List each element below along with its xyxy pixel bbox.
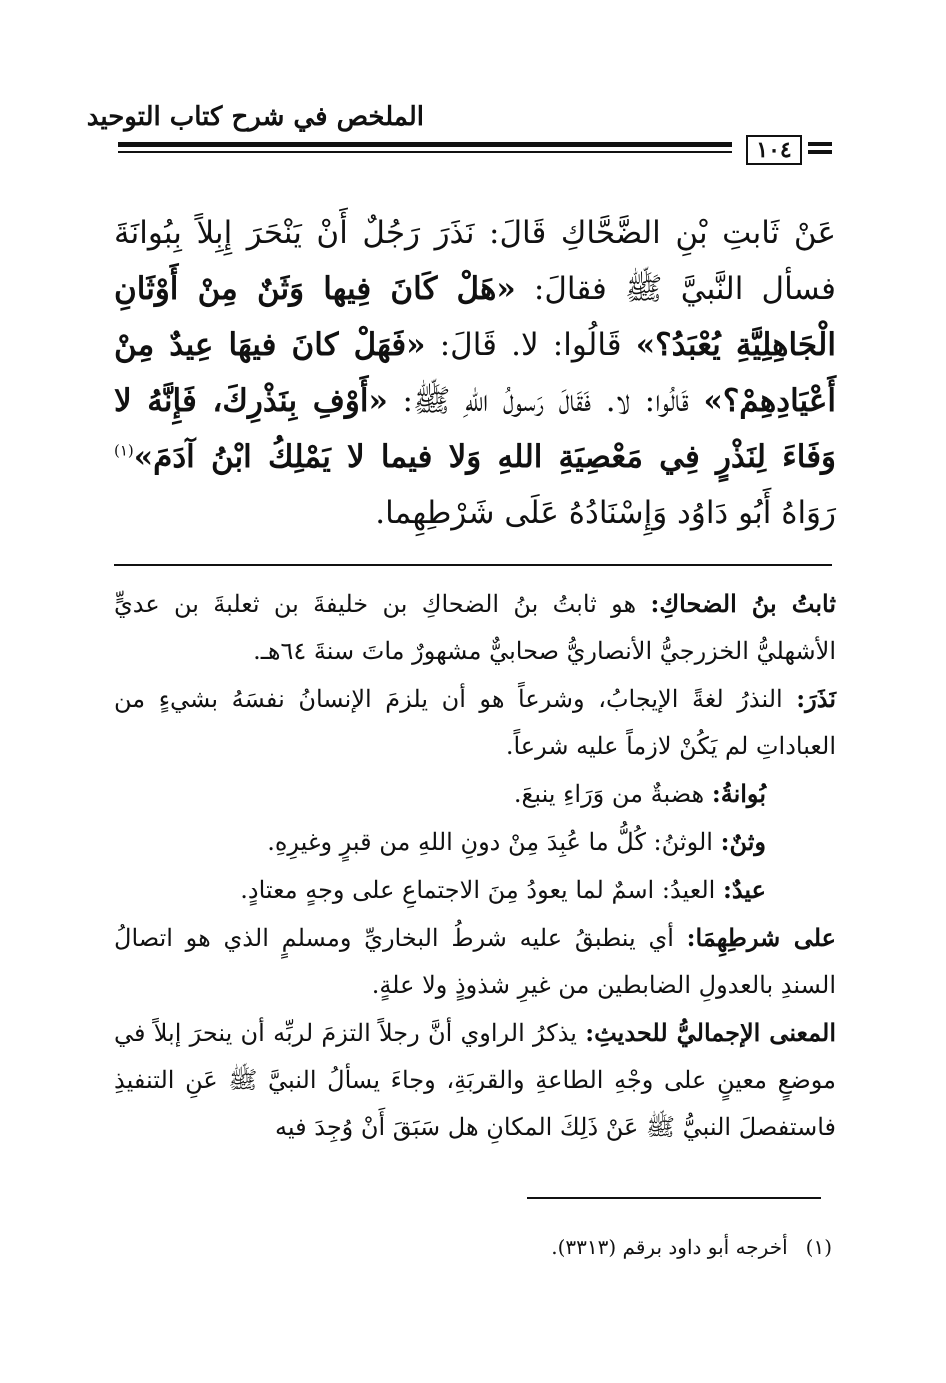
header-rule-stub <box>808 142 832 146</box>
definition-text: العيدُ: اسمٌ لما يعودُ مِنَ الاجتماعِ على وجهٍ معتادٍ. <box>240 876 723 904</box>
definition-term: المعنى الإجماليُّ للحديثِ: <box>585 1018 836 1047</box>
hadith-narration: عَنْ ثَابتِ بْنِ الضَّحَّاكِ قَالَ: نَذَرَ رَجُلٌ أَنْ يَنْحَرَ إِبِلاً بِبُوانَةَ فسأل النَّبيَّ ﷺ فقالَ: <box>114 215 836 307</box>
definition-entry <box>114 770 836 818</box>
hadith-text <box>114 205 836 541</box>
definition-term: بُوانةُ: <box>711 779 766 808</box>
definitions-list <box>114 580 836 1151</box>
footnote-number: (١) <box>805 1235 832 1259</box>
footnote-reference: (١) <box>114 441 134 460</box>
definition-term: عيدٌ: <box>722 875 766 904</box>
footnote <box>114 1232 832 1262</box>
header-rule-stub <box>808 150 832 154</box>
definition-entry <box>114 914 836 1009</box>
definition-text: أي ينطبقُ عليه شرطُ البخاريِّ ومسلمٍ الذي هو اتصالُ السندِ بالعدولِ الضابطين من غيرِ شذوذٍ ولا علةٍ. <box>114 924 836 999</box>
definition-entry <box>114 580 836 675</box>
definition-text: هو ثابتُ بنُ الضحاكِ بن خليفةَ بن ثعلبةَ بن عديٍّ الأشهليُّ الخزرجيُّ الأنصاريُّ صحابيٌّ مشهورٌ ماتَ سنةَ ٦٤هـ. <box>114 590 836 665</box>
definition-entry <box>114 866 836 914</box>
hadith-narration: قَالُوا: لا. قَالَ: <box>425 327 636 363</box>
definition-term: نَذَرَ: <box>796 684 836 713</box>
header-rule-thick <box>118 142 732 147</box>
prophet-quote-idol: «هَلْ كَانَ فِيها وَثَنٌ مِنْ أَوْثَانِ الْجَاهِلِيَّةِ يُعْبَدُ؟» <box>114 271 836 363</box>
running-header-title: الملخص في شرح كتاب التوحيد <box>86 102 424 132</box>
definition-term: وثنٌ: <box>720 827 766 856</box>
section-divider <box>114 564 832 566</box>
header-rule-thin <box>118 151 732 153</box>
page-number: ١٠٤ <box>746 135 802 165</box>
definition-entry <box>114 818 836 866</box>
definition-text: هضبةٌ من وَرَاءِ ينبعَ. <box>513 780 712 808</box>
definition-text: يذكرُ الراوي أنَّ رجلاً التزمَ لربِّه أن ينحرَ إبلاً في موضعٍ معينٍ على وجْهِ الطاعةِ والقربَةِ، وجاءَ يسألُ النبيَّ ﷺ عَنِ التنفيذِ فاستفصلَ النبيُّ ﷺ عَنْ ذَلِكَ المكانِ هل سَبَقَ أَنْ وُجِدَ فيه <box>114 1019 836 1141</box>
hadith-source: رَوَاهُ أَبُو دَاوُد وَإِسْنَادُهُ عَلَى شَرْطِهِما. <box>375 495 836 531</box>
definition-entry <box>114 1009 836 1151</box>
hadith-narration: قَالُوا: لا. فَقَالَ رَسولُ اللهِ ﷺ: <box>387 383 704 419</box>
definition-text: الوثنُ: كُلُّ ما عُبِدَ مِنْ دونِ اللهِ من قبرٍ وغيرِهِ. <box>267 828 721 856</box>
prophet-quote-festival: «فَهَلْ كانَ فيهَا عِيدٌ مِنْ أَعْيَادِهِمْ؟» <box>114 327 836 419</box>
definition-entry <box>114 675 836 770</box>
prophet-quote-fulfill: «أَوْفِ بِنَذْرِكَ، فَإِنَّهُ لا وَفَاءَ لِنَذْرٍ فِي مَعْصِيَةِ اللهِ وَلا فيما لا يَمْلِكُ ابْنُ آدَمَ» <box>114 383 836 475</box>
footnote-divider <box>527 1197 821 1199</box>
definition-term: على شرطِهِمَا: <box>686 923 836 952</box>
definition-text: النذرُ لغةً الإيجابُ، وشرعاً هو أن يلزمَ الإنسانُ نفسَهُ بشيءٍ من العباداتِ لم يَكُنْ لازماً عليه شرعاً. <box>114 685 836 760</box>
definition-term: ثابتُ بنُ الضحاكِ: <box>650 589 836 618</box>
footnote-text: أخرجه أبو داود برقم (٣٣١٣). <box>551 1235 788 1259</box>
